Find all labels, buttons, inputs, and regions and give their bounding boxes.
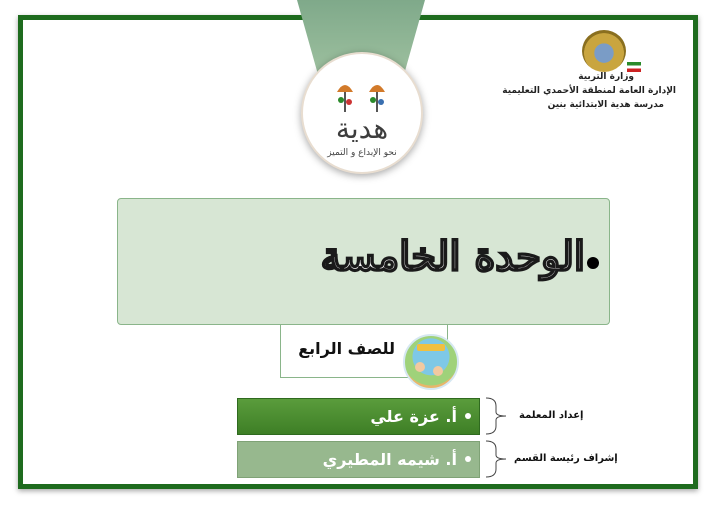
school-name: مدرسة هدية الابتدائية بنين <box>547 100 664 110</box>
prepared-by-name: أ. عزة علي <box>370 407 457 426</box>
kuwait-emblem-icon <box>582 30 626 72</box>
grade-label: للصف الرابع <box>298 339 395 358</box>
bullet <box>465 413 471 419</box>
unit-title: الوحدة الخامسة <box>320 233 585 280</box>
flag-icon <box>627 62 641 72</box>
district-name: الإدارة العامة لمنطقة الأحمدي التعليمية <box>502 86 676 96</box>
brace-icon <box>482 396 522 436</box>
supervised-by-name: أ. شيمه المطيري <box>322 450 457 469</box>
ministry-name: وزارة التربية <box>578 72 634 82</box>
title-box <box>117 198 610 325</box>
school-logo-icon <box>331 74 393 116</box>
prepared-by-bar <box>237 398 480 435</box>
prepared-by-label: إعداد المعلمة <box>519 410 584 421</box>
logo-word: هدية <box>335 112 389 145</box>
classroom-image <box>403 334 459 390</box>
title-bullet <box>587 257 599 269</box>
bullet <box>465 456 471 462</box>
supervised-by-bar <box>237 441 480 478</box>
school-logo <box>301 52 423 174</box>
supervised-by-label: إشراف رئيسة القسم <box>514 453 618 464</box>
logo-tagline: نحو الإبداع و التميز <box>327 148 397 158</box>
